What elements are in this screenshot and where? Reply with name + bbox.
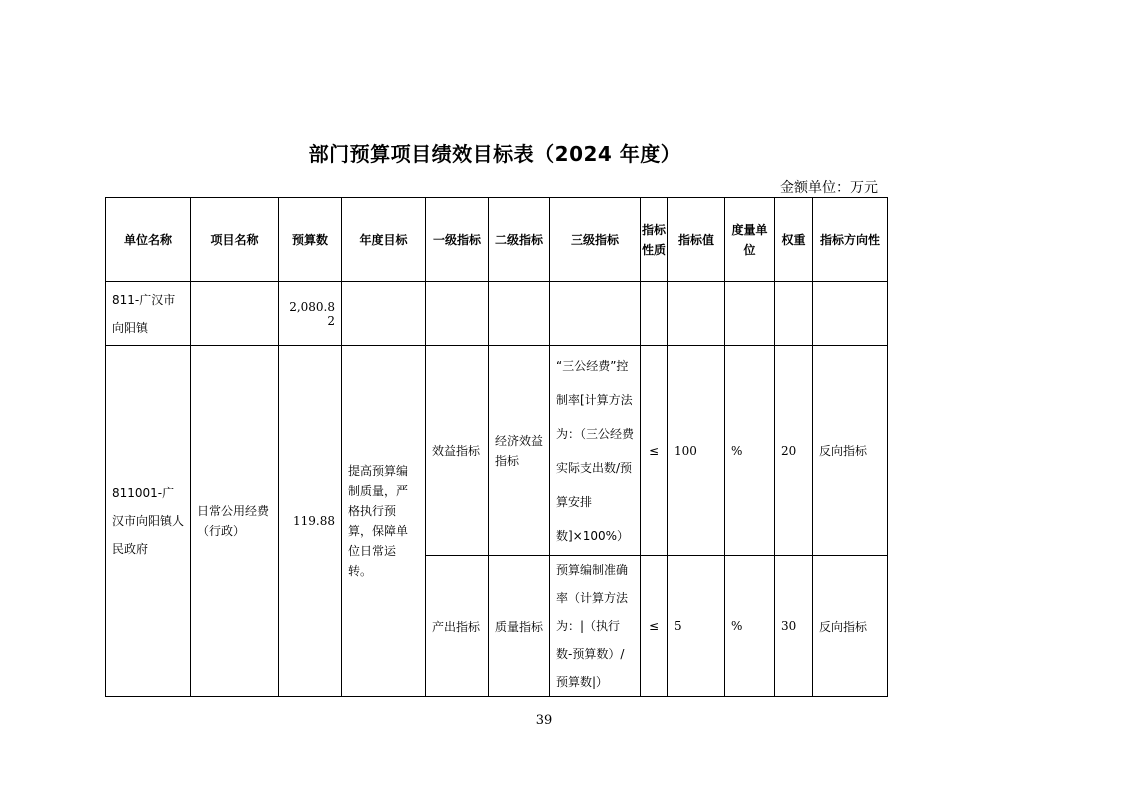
indicator-direction: 反向指标 <box>813 556 888 697</box>
indicator-row <box>106 346 888 556</box>
indicator-level3: “三公经费”控制率[计算方法为：（三公经费实际支出数/预算安排数]×100%） <box>550 346 641 556</box>
project-unit-name: 811001-广汉市向阳镇人民政府 <box>106 346 191 697</box>
header-weight: 权重 <box>775 198 813 282</box>
summary-annual-goal <box>342 282 426 346</box>
summary-row <box>106 282 888 346</box>
indicator-level2: 经济效益指标 <box>489 346 550 556</box>
header-nature: 指标性质 <box>641 198 668 282</box>
indicator-value: 100 <box>668 346 725 556</box>
indicator-measure-unit: % <box>725 346 775 556</box>
indicator-nature: ≤ <box>641 346 668 556</box>
project-budget: 119.88 <box>279 346 342 697</box>
summary-empty-cell <box>641 282 668 346</box>
indicator-weight: 20 <box>775 346 813 556</box>
summary-empty-cell <box>725 282 775 346</box>
summary-empty-cell <box>775 282 813 346</box>
project-annual-goal: 提高预算编制质量，严格执行预算，保障单位日常运转。 <box>342 346 426 697</box>
indicator-direction: 反向指标 <box>813 346 888 556</box>
summary-budget: 2,080.82 <box>279 282 342 346</box>
summary-empty-cell <box>426 282 489 346</box>
header-unit-name: 单位名称 <box>106 198 191 282</box>
header-budget: 预算数 <box>279 198 342 282</box>
summary-empty-cell <box>813 282 888 346</box>
summary-project-name <box>191 282 279 346</box>
amount-unit-label: 金额单位：万元 <box>780 180 878 196</box>
header-level1: 一级指标 <box>426 198 489 282</box>
summary-empty-cell <box>489 282 550 346</box>
indicator-level3: 预算编制准确率（计算方法为：|（执行数-预算数）/预算数|） <box>550 556 641 697</box>
indicator-level1: 产出指标 <box>426 556 489 697</box>
summary-empty-cell <box>550 282 641 346</box>
summary-unit-name: 811-广汉市向阳镇 <box>106 282 191 346</box>
header-measure-unit: 度量单位 <box>725 198 775 282</box>
header-row <box>106 198 888 282</box>
header-annual-goal: 年度目标 <box>342 198 426 282</box>
indicator-level1: 效益指标 <box>426 346 489 556</box>
indicator-level2: 质量指标 <box>489 556 550 697</box>
indicator-nature: ≤ <box>641 556 668 697</box>
indicator-measure-unit: % <box>725 556 775 697</box>
performance-target-table <box>105 197 888 697</box>
header-value: 指标值 <box>668 198 725 282</box>
summary-empty-cell <box>668 282 725 346</box>
header-level2: 二级指标 <box>489 198 550 282</box>
indicator-value: 5 <box>668 556 725 697</box>
indicator-weight: 30 <box>775 556 813 697</box>
header-direction: 指标方向性 <box>813 198 888 282</box>
header-project-name: 项目名称 <box>191 198 279 282</box>
project-name: 日常公用经费（行政） <box>191 346 279 697</box>
page-title: 部门预算项目绩效目标表（2024 年度） <box>308 142 682 166</box>
page-number: 39 <box>535 713 553 728</box>
header-level3: 三级指标 <box>550 198 641 282</box>
